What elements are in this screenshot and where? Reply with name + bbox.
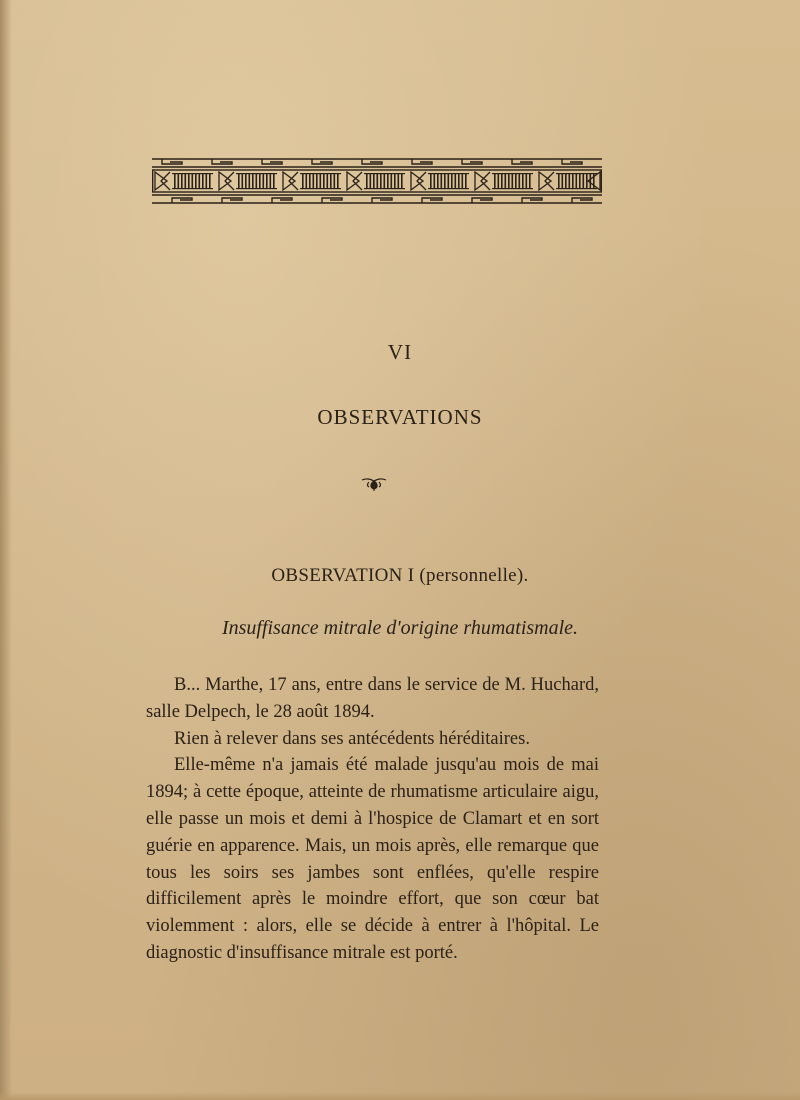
paragraph: B... Marthe, 17 ans, entre dans le service de M. Huchard, salle Delpech, le 28 août 1894. [146,675,599,722]
chapter-number: VI [387,340,413,364]
observation-subtitle: Insuffisance mitrale d'origine rhumatismale. [221,617,579,639]
page-edge-shadow [0,0,12,1100]
greek-key-ornament-band [152,157,602,205]
paragraph: Rien à relever dans ses antécédents héréditaires. [174,728,530,749]
observation-heading: OBSERVATION I (personnelle). [271,565,529,586]
paragraph: Elle-même n'a jamais été malade jusqu'au mois de mai 1894; à cette époque, atteinte de rhumatisme articulaire aigu, elle passe un mois et demi à l'hospice de Clamart et en sort guérie en apparence. Mais, un mois après, elle remarque que tous les soirs ses jambes sont enflées, qu'elle respire difficilement après le moindre effort, que son cœur bat violemment : alors, elle se décide à entrer à l'hôpital. Le diagnostic d'insuffisance mitrale est porté. [146,755,599,963]
page-bottom-shadow [0,1092,800,1100]
observation-body [146,672,599,967]
chapter-title: OBSERVATIONS [317,405,483,429]
fleuron-ornament [361,476,387,492]
